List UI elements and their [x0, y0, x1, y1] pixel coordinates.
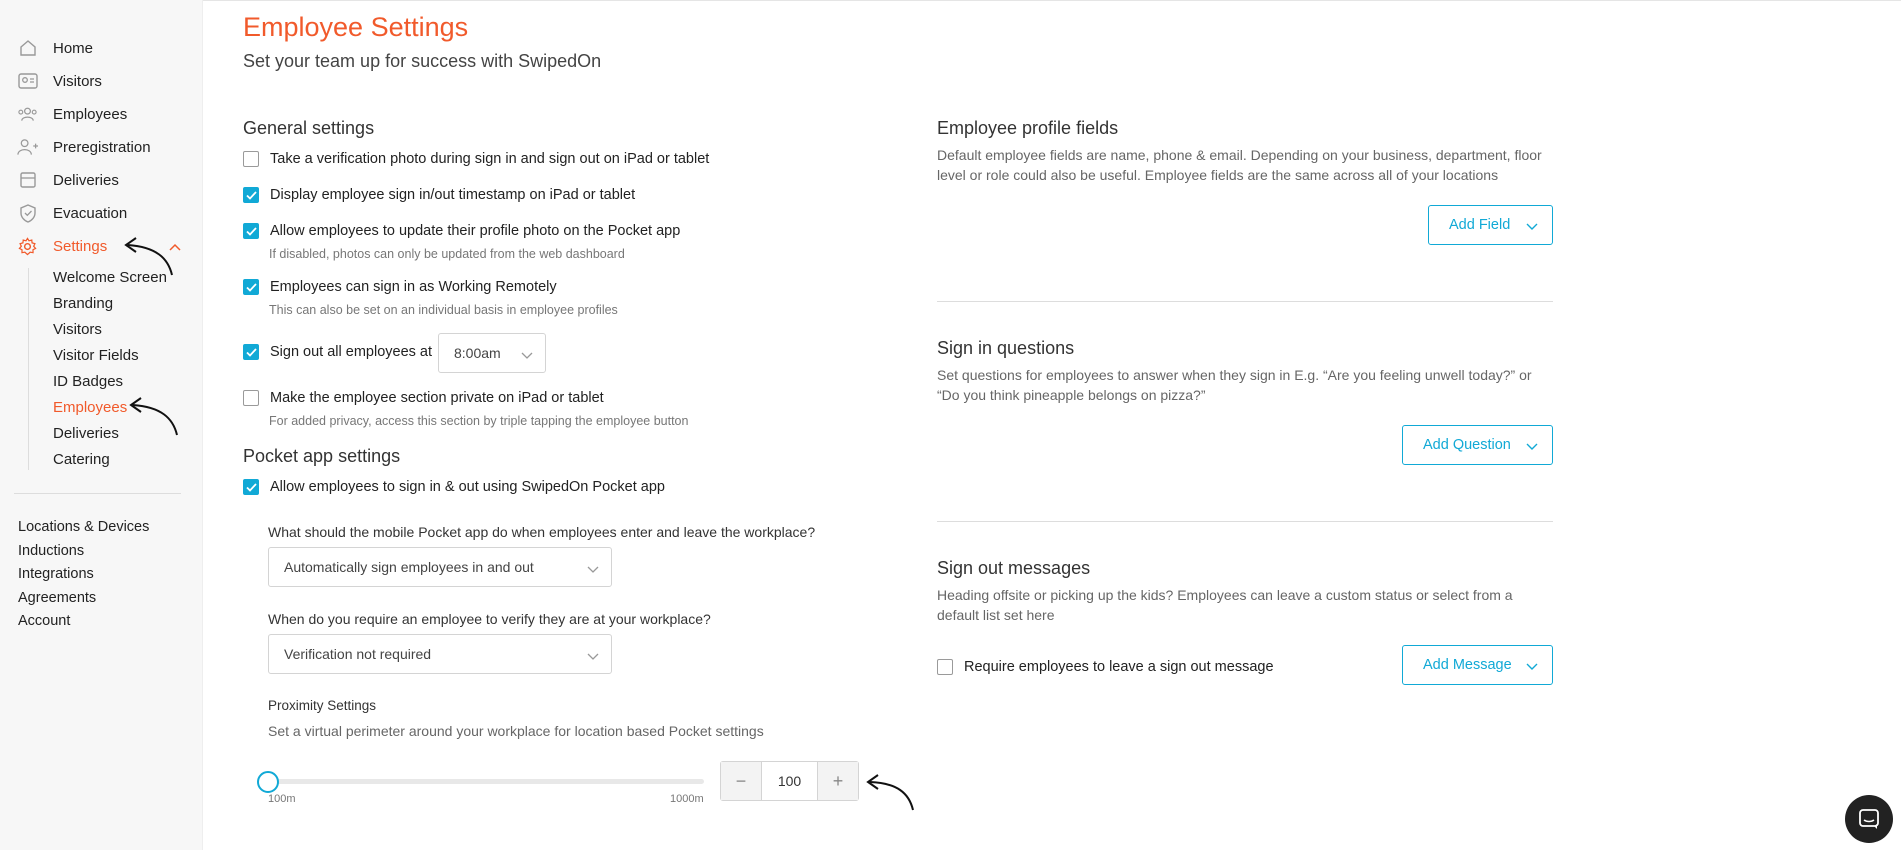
chevron-down-icon — [587, 561, 599, 577]
profile-photo-row[interactable] — [243, 223, 680, 239]
sign-out-time-select[interactable] — [438, 333, 546, 373]
link-integrations[interactable]: Integrations — [18, 566, 94, 582]
sign-out-messages-heading: Sign out messages — [937, 558, 1091, 578]
proximity-slider-track[interactable] — [268, 779, 704, 784]
sub-catering[interactable]: Catering — [53, 451, 110, 468]
nav-deliveries[interactable] — [17, 166, 119, 194]
verification-value: Verification not required — [284, 646, 432, 662]
proximity-slider-handle[interactable] — [257, 771, 279, 793]
sub-visitors[interactable]: Visitors — [53, 321, 102, 338]
proximity-title: Proximity Settings — [268, 698, 377, 713]
sign-in-questions-desc: Set questions for employees to answer when they sign in E.g. “Are you feeling unwell today?” or “Do you think pineapple belongs on pizza?” — [937, 367, 1532, 403]
sign-out-all-row[interactable] — [243, 344, 432, 360]
sidebar-divider — [14, 493, 181, 494]
checkbox-checked[interactable] — [243, 187, 259, 203]
add-field-label: Add Field — [1449, 217, 1511, 233]
add-user-icon — [17, 137, 38, 158]
sign-out-time-value: 8:00am — [454, 345, 501, 361]
nav-employees-label: Employees — [53, 105, 128, 123]
nav-visitors-label: Visitors — [53, 72, 102, 90]
check-icon — [246, 227, 257, 236]
sign-out-messages-desc: Heading offsite or picking up the kids? Employees can leave a custom status or select from a default list set here — [937, 587, 1513, 623]
add-field-button[interactable] — [1428, 205, 1553, 245]
slider-max-label: 1000m — [670, 793, 704, 805]
checkbox-checked[interactable] — [243, 344, 259, 360]
pocket-settings-heading: Pocket app settings — [243, 446, 401, 466]
annotation-arrow-icon — [122, 234, 178, 278]
verification-photo-row[interactable] — [243, 151, 709, 167]
link-account[interactable]: Account — [18, 613, 71, 629]
check-icon — [246, 283, 257, 292]
sub-visitor-fields[interactable]: Visitor Fields — [53, 347, 139, 364]
sub-branding[interactable]: Branding — [53, 295, 114, 312]
nav-preregistration-label: Preregistration — [53, 138, 151, 156]
checkbox[interactable] — [243, 390, 259, 406]
check-icon — [246, 191, 257, 200]
sub-deliveries[interactable]: Deliveries — [53, 425, 119, 442]
link-locations-devices[interactable]: Locations & Devices — [18, 519, 150, 535]
box-icon — [17, 170, 38, 191]
nav-settings-label: Settings — [53, 237, 108, 255]
require-sign-out-row[interactable] — [937, 659, 1274, 675]
private-section-helper: For added privacy, access this section by triple tapping the employee button — [269, 414, 689, 428]
private-section-row[interactable] — [243, 390, 604, 406]
subnav-line — [28, 268, 29, 470]
nav-preregistration[interactable] — [17, 133, 151, 161]
chat-launcher-button[interactable] — [1845, 795, 1893, 843]
general-settings-heading: General settings — [243, 118, 375, 138]
working-remotely-helper: This can also be set on an individual basis in employee profiles — [269, 303, 618, 317]
checkbox-label: Sign out all employees at — [270, 344, 433, 360]
timestamp-row[interactable] — [243, 187, 635, 203]
nav-settings[interactable] — [17, 232, 107, 260]
chevron-down-icon — [1526, 659, 1538, 675]
chat-icon — [1858, 808, 1880, 830]
check-icon — [246, 483, 257, 492]
checkbox-label: Make the employee section private on iPad or tablet — [270, 390, 604, 406]
checkbox-checked[interactable] — [243, 279, 259, 295]
checkbox[interactable] — [243, 151, 259, 167]
chevron-down-icon — [1526, 219, 1538, 235]
link-inductions[interactable]: Inductions — [18, 543, 85, 559]
profile-photo-helper: If disabled, photos can only be updated from the web dashboard — [269, 247, 625, 261]
proximity-value[interactable]: 100 — [761, 762, 818, 800]
add-message-button[interactable] — [1402, 645, 1553, 685]
checkbox-label: Require employees to leave a sign out message — [964, 659, 1274, 675]
page-subtitle: Set your team up for success with SwipedOn — [243, 51, 602, 71]
sub-welcome-screen[interactable]: Welcome Screen — [53, 269, 167, 286]
annotation-arrow-icon — [865, 773, 917, 813]
nav-home[interactable] — [17, 34, 93, 62]
slider-min-label: 100m — [268, 793, 296, 805]
pocket-allow-row[interactable] — [243, 479, 665, 495]
section-divider — [937, 301, 1553, 302]
checkbox[interactable] — [937, 659, 953, 675]
nav-home-label: Home — [53, 39, 94, 57]
pocket-question-1: What should the mobile Pocket app do when employees enter and leave the workplace? — [268, 524, 816, 540]
nav-deliveries-label: Deliveries — [53, 171, 119, 189]
pocket-action-value: Automatically sign employees in and out — [284, 559, 534, 575]
employees-icon — [17, 104, 38, 125]
pocket-action-select[interactable] — [268, 547, 612, 587]
gear-icon — [17, 236, 38, 257]
chevron-down-icon — [1526, 439, 1538, 455]
checkbox-checked[interactable] — [243, 479, 259, 495]
increment-button[interactable]: + — [818, 762, 858, 800]
chevron-down-icon — [521, 347, 533, 363]
sub-employees[interactable]: Employees — [53, 399, 128, 416]
nav-employees[interactable] — [17, 100, 127, 128]
chevron-down-icon — [587, 648, 599, 664]
checkbox-label: Allow employees to update their profile photo on the Pocket app — [270, 223, 681, 239]
nav-evacuation[interactable] — [17, 199, 127, 227]
decrement-button[interactable]: − — [721, 762, 761, 800]
add-question-button[interactable] — [1402, 425, 1553, 465]
proximity-desc: Set a virtual perimeter around your workplace for location based Pocket settings — [268, 723, 764, 739]
add-question-label: Add Question — [1423, 437, 1511, 453]
home-icon — [17, 38, 38, 59]
visitors-icon — [17, 71, 38, 92]
section-divider — [937, 521, 1553, 522]
pocket-question-2: When do you require an employee to verify they are at your workplace? — [268, 611, 711, 627]
page-title: Employee Settings — [243, 12, 469, 42]
checkbox-checked[interactable] — [243, 223, 259, 239]
annotation-arrow-icon — [127, 394, 183, 438]
check-icon — [246, 348, 257, 357]
verification-select[interactable] — [268, 634, 612, 674]
link-agreements[interactable]: Agreements — [18, 590, 97, 606]
checkbox-label: Take a verification photo during sign in and sign out on iPad or tablet — [270, 151, 710, 167]
shield-icon — [17, 203, 38, 224]
sign-in-questions-heading: Sign in questions — [937, 338, 1075, 358]
checkbox-label: Employees can sign in as Working Remotely — [270, 279, 557, 295]
add-message-label: Add Message — [1423, 657, 1512, 673]
nav-visitors[interactable] — [17, 67, 102, 95]
profile-fields-heading: Employee profile fields — [937, 118, 1119, 138]
proximity-stepper — [720, 761, 859, 801]
checkbox-label: Allow employees to sign in & out using SwipedOn Pocket app — [270, 479, 665, 495]
profile-fields-desc: Default employee fields are name, phone & email. Depending on your business, department, floor level or role could also be useful. Employee fields are the same across all of your locations — [937, 147, 1542, 183]
sub-id-badges[interactable]: ID Badges — [53, 373, 124, 390]
top-border — [203, 0, 1901, 1]
working-remotely-row[interactable] — [243, 279, 557, 295]
checkbox-label: Display employee sign in/out timestamp on iPad or tablet — [270, 187, 636, 203]
nav-evacuation-label: Evacuation — [53, 204, 128, 222]
